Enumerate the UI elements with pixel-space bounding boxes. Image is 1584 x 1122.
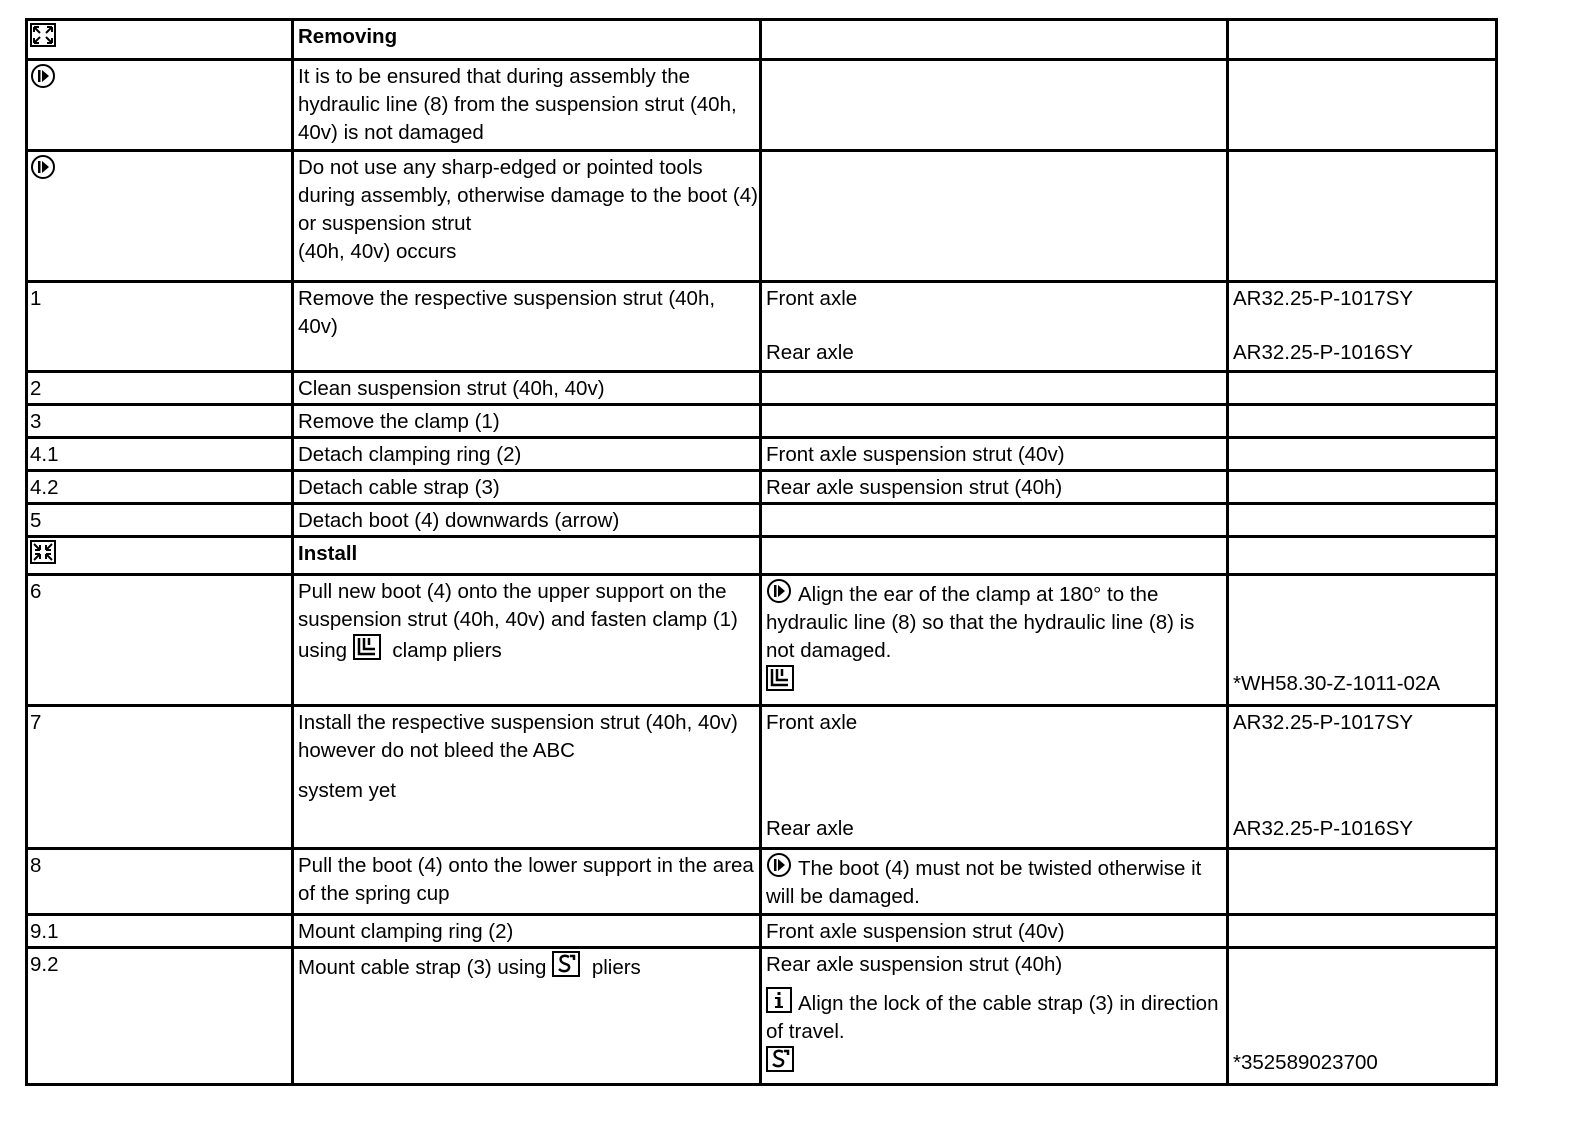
table-row (27, 948, 1497, 1085)
reference-cell: AR32.25-P-1017SY AR32.25-P-1016SY (1228, 706, 1497, 849)
notes-cell: Rear axle suspension strut (40h) Align the lock of the cable strap (3) in direction of travel. (761, 948, 1228, 1085)
notes-cell (761, 537, 1228, 575)
step-cell: 7 (27, 706, 293, 849)
table-row (27, 849, 1497, 915)
reference-cell (1228, 405, 1497, 438)
description-cell: Detach clamping ring (2) (293, 438, 761, 471)
reference-cell (1228, 372, 1497, 405)
notes-cell: Front axle suspension strut (40v) (761, 438, 1228, 471)
reference-cell (1228, 504, 1497, 537)
step-cell: 8 (27, 849, 293, 915)
description-cell: Remove the clamp (1) (293, 405, 761, 438)
notes-cell: Front axle suspension strut (40v) (761, 915, 1228, 948)
step-cell: 4.2 (27, 471, 293, 504)
table-row (27, 504, 1497, 537)
description-cell: Detach boot (4) downwards (arrow) (293, 504, 761, 537)
caution-icon (30, 63, 56, 89)
reference-cell (1228, 151, 1497, 282)
table-row (27, 438, 1497, 471)
table-row (27, 372, 1497, 405)
notes-cell: Front axle Rear axle (761, 282, 1228, 372)
table-row (27, 706, 1497, 849)
reference-cell: *WH58.30-Z-1011-02A (1228, 575, 1497, 706)
step-cell (27, 537, 293, 575)
description-cell: Install the respective suspension strut (40h, 40v) however do not bleed the ABC system yet (293, 706, 761, 849)
table-row (27, 282, 1497, 372)
reference-cell (1228, 849, 1497, 915)
notes-cell (761, 372, 1228, 405)
notes-cell: Front axle Rear axle (761, 706, 1228, 849)
description-cell: It is to be ensured that during assembly the hydraulic line (8) from the suspension strut (40h, 40v) is not damaged (293, 60, 761, 151)
table-row (27, 575, 1497, 706)
table-row (27, 537, 1497, 575)
caution-icon (766, 578, 792, 604)
expand-icon (30, 23, 56, 47)
step-cell: 9.1 (27, 915, 293, 948)
step-cell: 3 (27, 405, 293, 438)
description-cell: Install (293, 537, 761, 575)
step-cell: 1 (27, 282, 293, 372)
caution-icon (30, 154, 56, 180)
notes-cell: The boot (4) must not be twisted otherwise it will be damaged. (761, 849, 1228, 915)
step-cell: 9.2 (27, 948, 293, 1085)
description-cell: Mount clamping ring (2) (293, 915, 761, 948)
cable-strap-pliers-icon (766, 1046, 794, 1072)
description-cell: Clean suspension strut (40h, 40v) (293, 372, 761, 405)
reference-cell: *352589023700 (1228, 948, 1497, 1085)
table-row (27, 20, 1497, 60)
reference-cell (1228, 60, 1497, 151)
table-row (27, 60, 1497, 151)
step-cell: 6 (27, 575, 293, 706)
clamp-pliers-icon (766, 665, 794, 691)
step-cell (27, 60, 293, 151)
notes-cell (761, 20, 1228, 60)
compress-icon (30, 540, 56, 564)
notes-cell: Align the ear of the clamp at 180° to the hydraulic line (8) so that the hydraulic line (8) is not damaged. (761, 575, 1228, 706)
description-cell: Do not use any sharp-edged or pointed tools during assembly, otherwise damage to the boot (4) or suspension strut (40h, 40v) occurs (293, 151, 761, 282)
reference-cell (1228, 438, 1497, 471)
table-row (27, 405, 1497, 438)
description-cell: Pull new boot (4) onto the upper support on the suspension strut (40h, 40v) and fasten clamp (1) using clamp pliers (293, 575, 761, 706)
notes-cell (761, 60, 1228, 151)
reference-cell (1228, 537, 1497, 575)
table-row (27, 151, 1497, 282)
reference-cell (1228, 915, 1497, 948)
table-row (27, 471, 1497, 504)
info-icon (766, 987, 792, 1013)
step-cell: 4.1 (27, 438, 293, 471)
description-cell: Remove the respective suspension strut (40h, 40v) (293, 282, 761, 372)
reference-cell (1228, 20, 1497, 60)
procedure-table (25, 18, 1498, 1086)
table-row (27, 915, 1497, 948)
description-cell: Removing (293, 20, 761, 60)
notes-cell (761, 504, 1228, 537)
description-cell: Mount cable strap (3) using pliers (293, 948, 761, 1085)
cable-strap-pliers-icon (552, 951, 580, 977)
caution-icon (766, 852, 792, 878)
step-cell: 5 (27, 504, 293, 537)
step-cell: 2 (27, 372, 293, 405)
step-cell (27, 20, 293, 60)
reference-cell (1228, 471, 1497, 504)
reference-cell: AR32.25-P-1017SY AR32.25-P-1016SY (1228, 282, 1497, 372)
clamp-pliers-icon (353, 634, 381, 660)
description-cell: Pull the boot (4) onto the lower support in the area of the spring cup (293, 849, 761, 915)
notes-cell (761, 151, 1228, 282)
step-cell (27, 151, 293, 282)
notes-cell (761, 405, 1228, 438)
notes-cell: Rear axle suspension strut (40h) (761, 471, 1228, 504)
description-cell: Detach cable strap (3) (293, 471, 761, 504)
